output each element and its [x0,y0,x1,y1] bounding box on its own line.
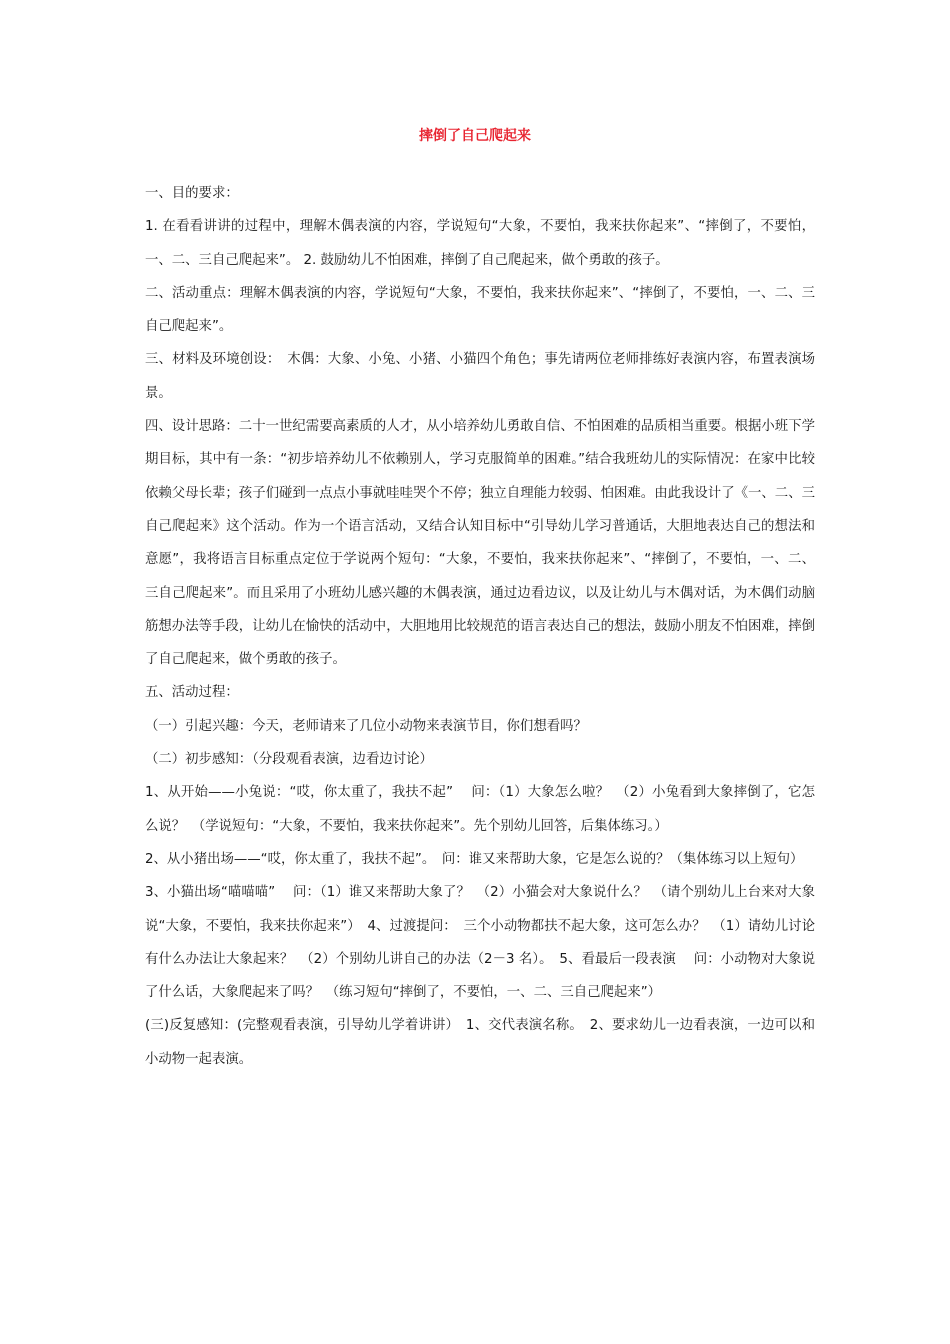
section-heading-process: 五、活动过程： [145,685,239,701]
paragraph-goals: 1. 在看看讲讲的过程中，理解木偶表演的内容，学说短句“大象，不要怕，我来扶你起来”、“摔倒了，不要怕，一、二、三自己爬起来”。 2. 鼓励幼儿不怕困难，摔倒了自己爬起来，做个勇敢的孩子。 [145,219,815,268]
paragraph-repeat: (三)反复感知：(完整观看表演，引导幼儿学着讲讲） 1、交代表演名称。 2、要求幼儿一边看表演，一边可以和小动物一起表演。 [145,1018,815,1067]
paragraph-step-1: 1、从开始——小兔说：“哎，你太重了，我扶不起” 问：（1）大象怎么啦？ （2）小兔看到大象摔倒了，它怎么说？ （学说短句：“大象，不要怕，我来扶你起来”。先个别幼儿回答，后集体练习。） [145,785,815,834]
paragraph-design: 四、设计思路：二十一世纪需要高素质的人才，从小培养幼儿勇敢自信、不怕困难的品质相当重要。根据小班下学期目标，其中有一条：“初步培养幼儿不依赖别人，学习克服简单的困难。”结合我班幼儿的实际情况：在家中比较依赖父母长辈；孩子们碰到一点点小事就哇哇哭个不停；独立自理能力较弱、怕困难。由此我设计了《一、二、三自己爬起来》这个活动。作为一个语言活动，又结合认知目标中“引导幼儿学习普通话，大胆地表达自己的想法和意愿”，我将语言目标重点定位于学说两个短句：“大象，不要怕，我来扶你起来”、“摔倒了，不要怕，一、二、三自己爬起来”。而且采用了小班幼儿感兴趣的木偶表演，通过边看边议，以及让幼儿与木偶对话，为木偶们动脑筋想办法等手段，让幼儿在愉快的活动中，大胆地用比较规范的语言表达自己的想法，鼓励小朋友不怕困难，摔倒了自己爬起来，做个勇敢的孩子。 [145,419,815,668]
paragraph-step-3: 3、小猫出场“喵喵喵” 问：（1）谁又来帮助大象了？ （2）小猫会对大象说什么？ （请个别幼儿上台来对大象说“大象，不要怕，我来扶你起来”） 4、过渡提问： 三个小动物都扶不起大象，这可怎么办？ （1）请幼儿讨论有什么办法让大象起来？ （2）个别幼儿讲自己的办法（2－3 名）。 5、看最后一段表演 问：小动物对大象说了什么话，大象爬起来了吗？ （练习短句“摔倒了，不要怕，一、二、三自己爬起来”） [145,885,815,1001]
section-heading-goals: 一、目的要求： [145,186,239,201]
document-body [145,177,815,1076]
paragraph-focus: 二、活动重点：理解木偶表演的内容，学说短句“大象，不要怕，我来扶你起来”、“摔倒了，不要怕，一、二、三自己爬起来”。 [145,285,815,335]
paragraph-materials: 三、材料及环境创设： 木偶：大象、小兔、小猪、小猫四个角色；事先请两位老师排练好表演内容，布置表演场景。 [145,352,815,401]
paragraph-initial: （二）初步感知：（分段观看表演，边看边讨论） [145,752,433,768]
document-title: 摔倒了自己爬起来 [419,128,531,144]
paragraph-interest: （一）引起兴趣：今天，老师请来了几位小动物来表演节目，你们想看吗？ [145,718,587,734]
paragraph-step-2: 2、从小猪出场——“哎，你太重了，我扶不起”。 问：谁又来帮助大象，它是怎么说的？（集体练习以上短句） [145,851,804,867]
